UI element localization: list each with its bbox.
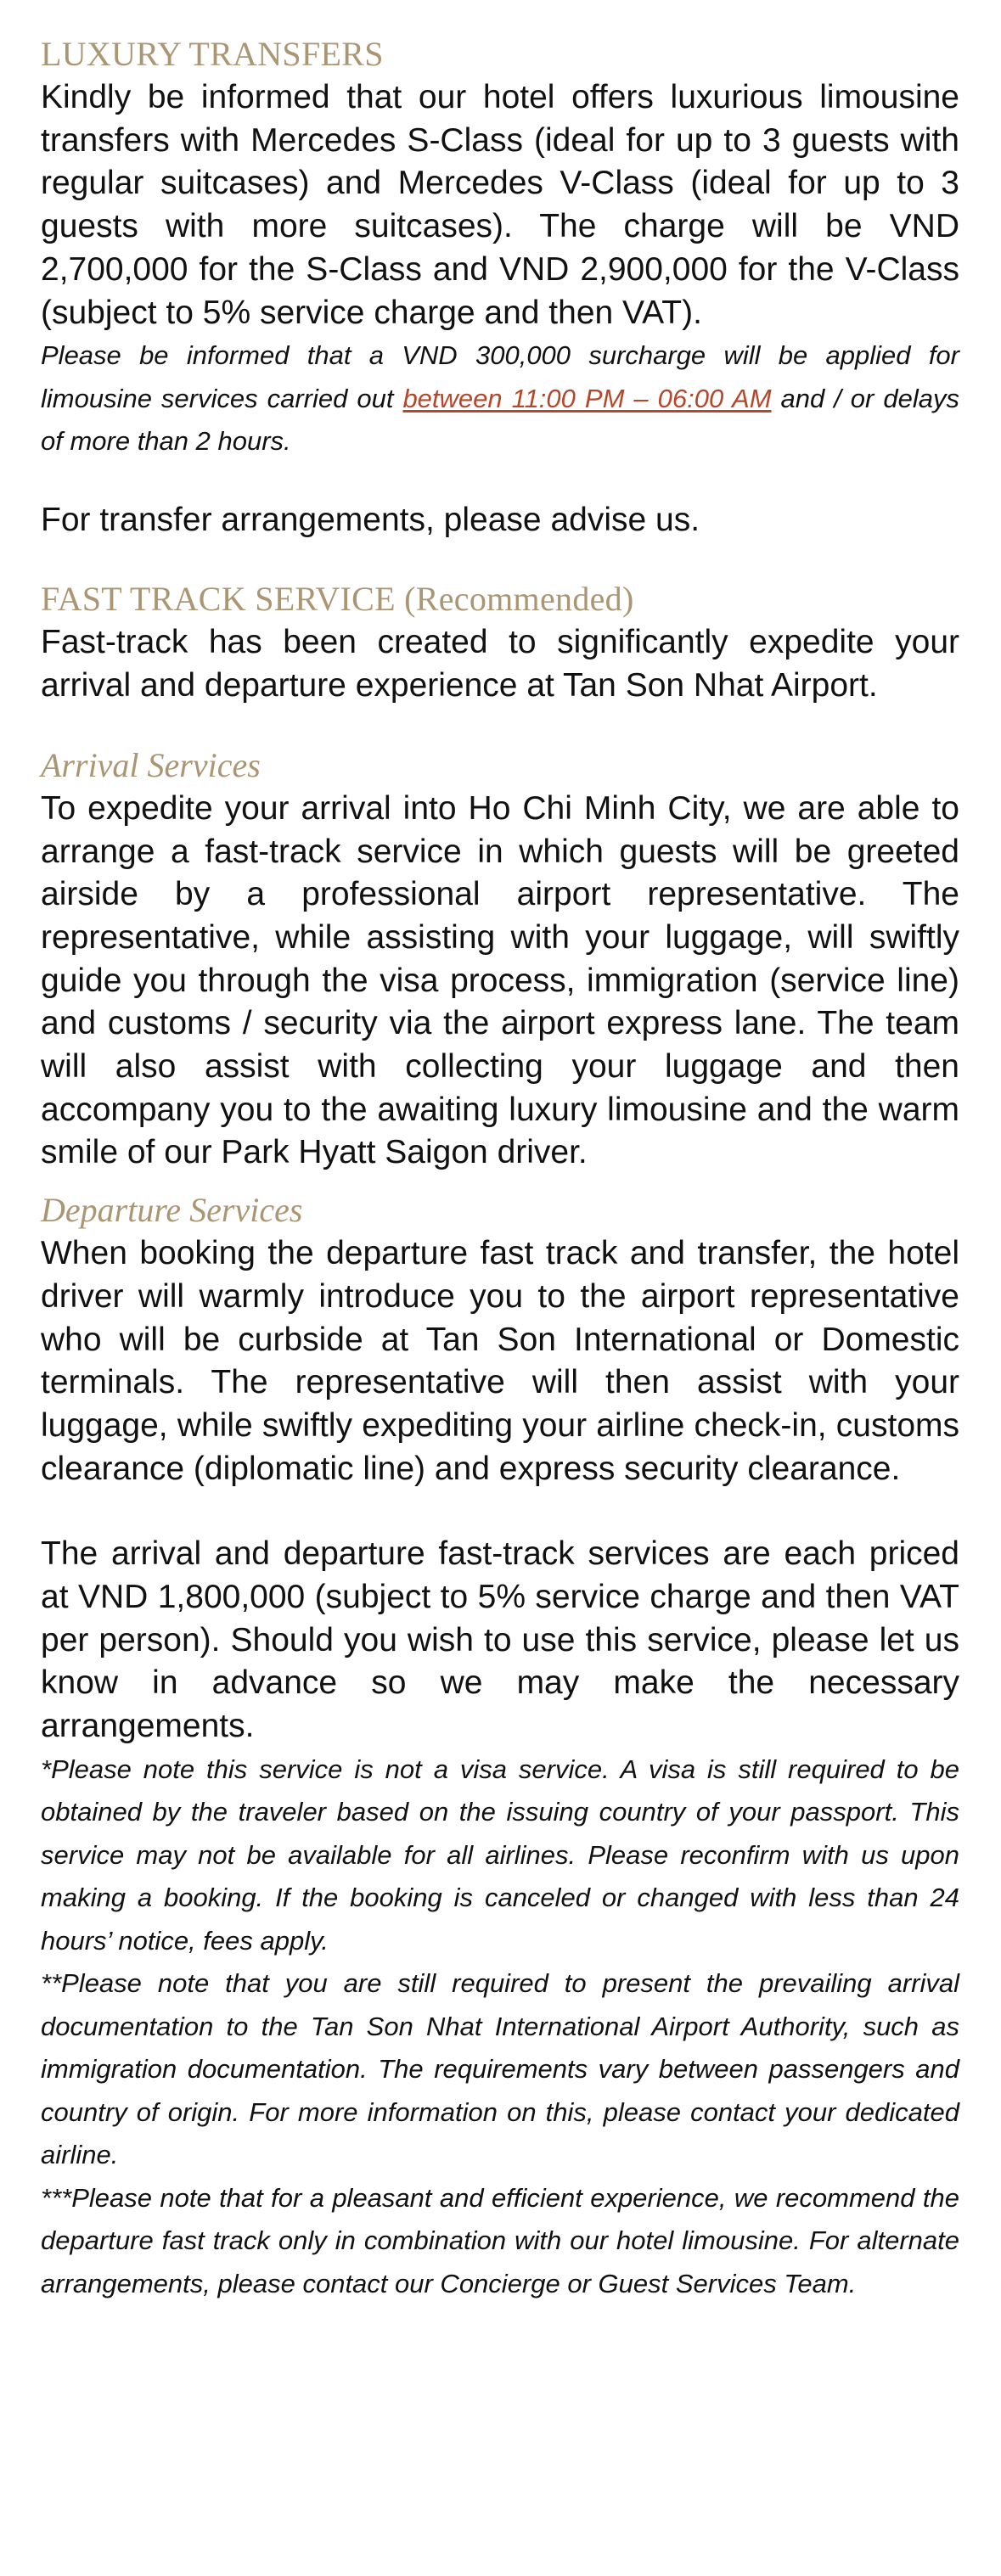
surcharge-note-end: and / or delays of more than 2 hours.: [41, 383, 959, 457]
transfer-advise-text: For transfer arrangements, please advise us.: [41, 501, 700, 538]
arrival-services-heading: Arrival Services: [41, 745, 261, 784]
fast-track-heading: FAST TRACK SERVICE (Recommended): [41, 580, 634, 619]
fast-track-intro: Fast-track has been created to significantly expedite your arrival and departure experience at Tan Son Nhat Airport.: [41, 624, 959, 704]
surcharge-hours-link[interactable]: between 11:00 PM – 06:00 AM: [402, 383, 772, 413]
note-visa: *Please note this service is not a visa service. A visa is still required to be obtained by the traveler based on the issuing country of your passport. This service may not be available for all airlines. Please reconfirm with us upon making a booking. If the booking is canceled or changed with less than 24 hours’ notice, fees apply.: [41, 1754, 959, 1956]
transfers-description: Kindly be informed that our hotel offers luxurious limousine transfers with Mercedes S-Class (ideal for up to 3 guests with regular suitcases) and Mercedes V-Class (ideal for up to 3 guests with more suitcases). The charge will be VND 2,700,000 for the S-Class and VND 2,900,000 for the V-Class (subject to 5% service charge and then VAT).: [41, 79, 959, 331]
surcharge-note: [41, 334, 959, 463]
departure-services-description: When booking the departure fast track and transfer, the hotel driver will warmly introduce you to the airport representative who will be curbside at Tan Son International or Domestic terminals. The representative will then assist with your luggage, while swiftly expediting your airline check-in, customs clearance (diplomatic line) and express security clearance.: [41, 1235, 959, 1487]
transfers-heading: LUXURY TRANSFERS: [41, 35, 384, 73]
note-documentation: **Please note that you are still required to present the prevailing arrival documentation to the Tan Son Nhat International Airport Authority, such as immigration documentation. The requirements vary between passengers and country of origin. For more information on this, please contact your dedicated airline.: [41, 1968, 959, 2170]
note-limousine: ***Please note that for a pleasant and efficient experience, we recommend the departure fast track only in combination with our hotel limousine. For alternate arrangements, please contact our Concierge or Guest Services Team.: [41, 2182, 959, 2298]
departure-services-heading: Departure Services: [41, 1191, 303, 1230]
document-page: [41, 32, 959, 2305]
fast-track-pricing: The arrival and departure fast-track services are each priced at VND 1,800,000 (subject to 5% service charge and then VAT per person). Should you wish to use this service, please let us know in advance so we may make the necessary arrangements.: [41, 1535, 959, 1745]
surcharge-note-start: Please be informed that a VND 300,000 surcharge will be applied for limousine services carried out: [41, 340, 959, 413]
arrival-services-description: To expedite your arrival into Ho Chi Minh City, we are able to arrange a fast-track service in which guests will be greeted airside by a professional airport representative. The representative, while assisting with your luggage, will swiftly guide you through the visa process, immigration (service line) and customs / security via the airport express lane. The team will also assist with collecting your luggage and then accompany you to the awaiting luxury limousine and the warm smile of our Park Hyatt Saigon driver.: [41, 789, 959, 1171]
